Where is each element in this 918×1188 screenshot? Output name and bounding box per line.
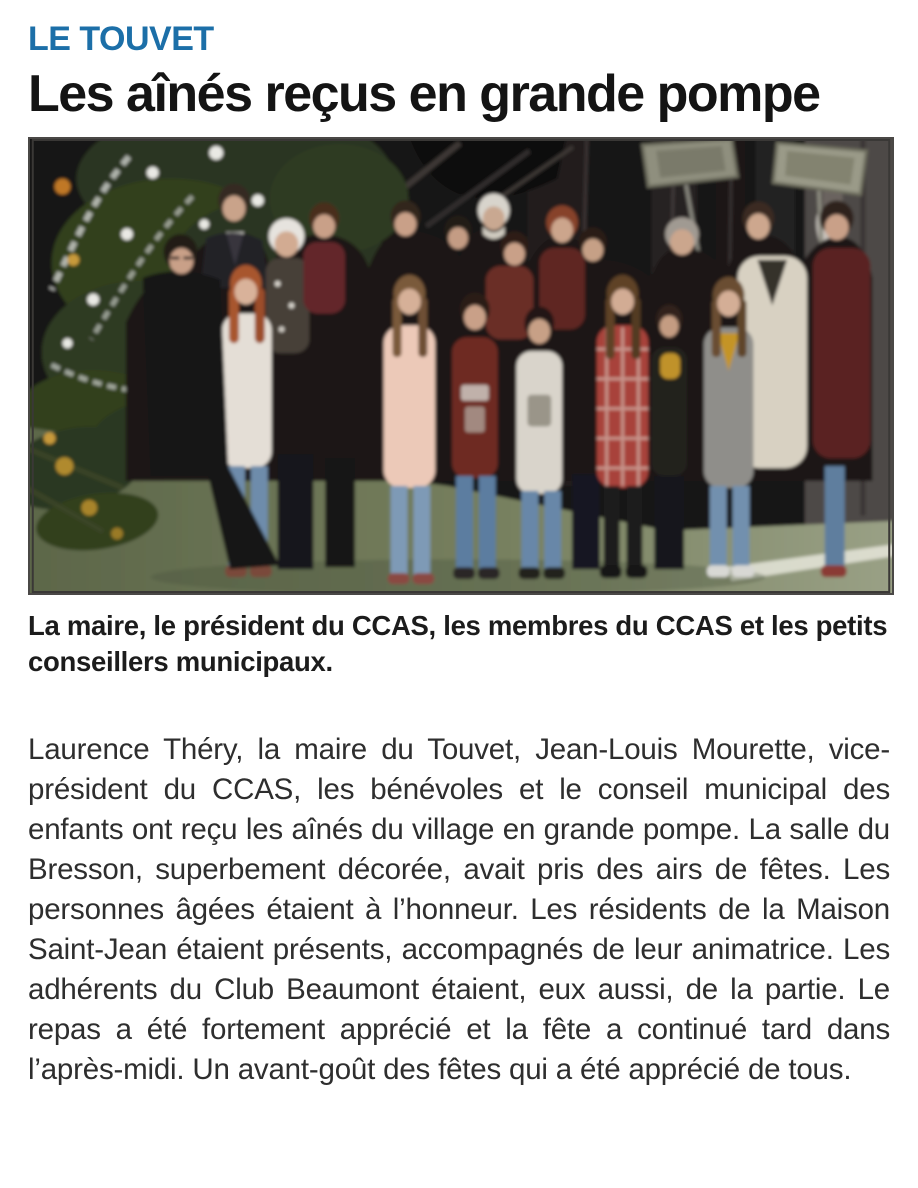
section-kicker: LE TOUVET [28,20,214,58]
article-photo [28,137,894,595]
article-headline: Les aînés reçus en grande pompe [28,64,820,123]
photo-caption: La maire, le président du CCAS, les membres du CCAS et les petits conseillers municipaux. [28,610,888,678]
photo-scene [30,139,892,593]
article-body: Laurence Théry, la maire du Touvet, Jean-Louis Mourette, vice-président du CCAS, les bénévoles et le conseil municipal des enfants ont reçu les aînés du village en grande pompe. La salle du Bresson, superbement décorée, avait pris des airs de fêtes. Les personnes âgées étaient à l’honneur. Les résidents de la Maison Saint-Jean étaient présents, accompagnés de leur animatrice. Les adhérents du Club Beaumont étaient, eux aussi, de la partie. Le repas a été fortement apprécié et la fête a continué tard dans l’après-midi. Un avant-goût des fêtes qui a été apprécié de tous. [28,733,890,1087]
